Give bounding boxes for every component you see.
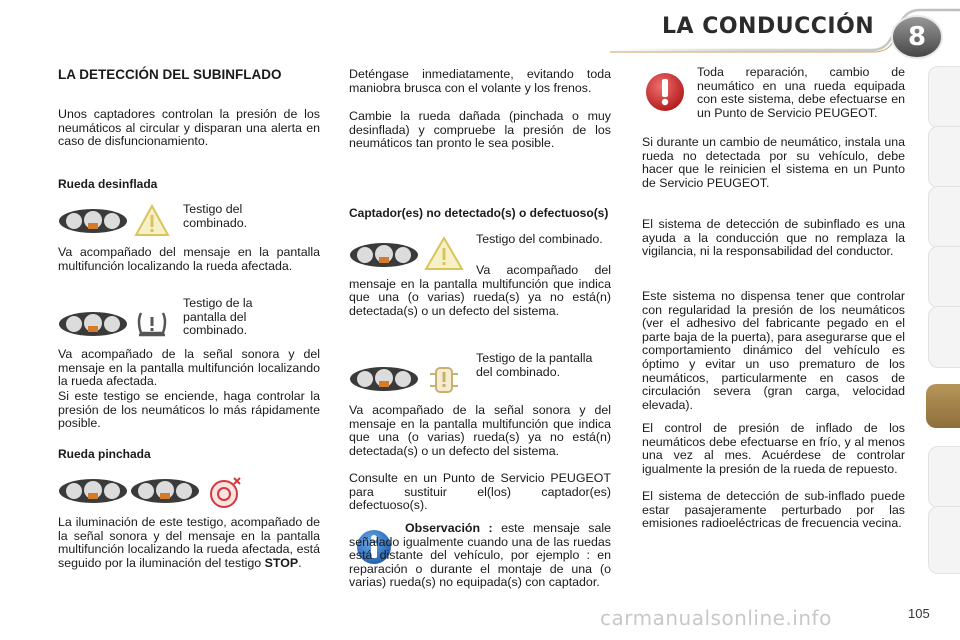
col3-text-2: El sistema de detección de subinflado es una ayuda a la conducción que no remplaza la vigilancia, ni la responsabilidad del conductor. — [642, 217, 905, 259]
sensor-indicator-label-2: Testigo de la pantalla del combinado. — [476, 351, 593, 379]
chapter-tab[interactable] — [928, 446, 960, 508]
flat-tire-title: Rueda desinflada — [58, 177, 158, 191]
col2-text-1: Deténgase inmediatamente, evitando toda maniobra brusca con el volante y los frenos. — [349, 67, 611, 95]
flat-text-3: Si este testigo se enciende, haga controlar la presión de los neumáticos lo más rápidamente posible. — [58, 389, 320, 431]
chapter-tabs — [928, 66, 960, 576]
instrument-cluster-icon — [58, 208, 128, 234]
col2-text-2: Cambie la rueda dañada (pinchada o muy desinflada) y compruebe la presión de los neumáticos tan pronto le sea posible. — [349, 109, 611, 151]
flat-text-1: Va acompañado del mensaje en la pantalla multifunción localizando la rueda afectada. — [58, 245, 320, 273]
sensor-text-2: Va acompañado de la señal sonora y del mensaje en la pantalla multifunción que indica que una (o varias) rueda(s) ya no está(n) detectada(s) o un defecto del sistema. — [349, 403, 611, 458]
column-1 — [58, 68, 320, 82]
instrument-cluster-icon — [349, 366, 419, 392]
sensor-fault-icon — [424, 360, 464, 400]
col3-text-3: Este sistema no dispensa tener que controlar con regularidad la presión de los neumáticos (ver el adhesivo del fabricante pegado en el parte baja de la puerta), para asegurarse que el comportamiento dinámico del vehículo es óptimo y evitar un uso prematuro de los neumáticos, particularmente en casos de circulación severa (gran carga, velocidad elevada). — [642, 289, 905, 412]
repair-warning-text: Toda reparación, cambio de neumático en una rueda equipada con este sistema, debe efectuarse en un Punto de Servicio PEUGEOT. — [697, 65, 905, 120]
sensor-text-1 — [349, 264, 611, 318]
chapter-tab[interactable] — [928, 126, 960, 188]
chapter-tab[interactable] — [928, 246, 960, 308]
punctured-text-body: La iluminación de este testigo, acompañado de la señal sonora y del mensaje en la pantalla multifunción localizando la rueda afectada, está seguido por la iluminación del testigo — [58, 515, 320, 570]
instrument-cluster-icon — [130, 478, 200, 504]
sensor-text-3: Consulte en un Punto de Servicio PEUGEOT para sustituir el(los) captador(es) defectuoso(s). — [349, 471, 611, 513]
note-body: este mensaje sale señalado igualmente cuando una de las ruedas está distante del vehículo, por ejemplo : en reparación o durante el montaje de una (o varias) rueda(s) no equipada(s) con captador. — [349, 521, 611, 590]
flat-indicator-label-1: Testigo del combinado. — [183, 202, 248, 230]
intro-text: Unos captadores controlan la presión de los neumáticos al circular y disparan una alerta en caso de disfuncionamiento. — [58, 107, 320, 149]
tire-pressure-icon — [134, 307, 170, 341]
column-2 — [349, 68, 611, 95]
flat-text-2: Va acompañado de la señal sonora y del mensaje en la pantalla multifunción localizando la rueda afectada. — [58, 347, 320, 389]
warning-triangle-icon — [134, 204, 170, 238]
stop-keyword: STOP — [264, 555, 299, 570]
note-label: Observación : — [405, 521, 493, 535]
punctured-text-end: . — [298, 555, 302, 570]
section-title: LA DETECCIÓN DEL SUBINFLADO — [58, 67, 282, 82]
column-3 — [697, 66, 905, 120]
page-number: 105 — [908, 606, 930, 621]
sensor-title: Captador(es) no detectado(s) o defectuoso(s) — [349, 206, 609, 220]
stop-warning-icon — [206, 474, 244, 510]
watermark: carmanualsonline.info — [600, 606, 832, 630]
col3-text-5: El sistema de detección de sub-inflado puede estar pasajeramente perturbado por las emisiones radioeléctricas de frecuencia vecina. — [642, 489, 905, 531]
chapter-tab[interactable] — [928, 306, 960, 368]
chapter-number: 8 — [907, 22, 927, 52]
instrument-cluster-icon — [58, 311, 128, 337]
punctured-text — [58, 516, 320, 570]
chapter-tab[interactable] — [928, 506, 960, 574]
chapter-title: LA CONDUCCIÓN — [662, 14, 875, 39]
chapter-tab[interactable] — [928, 186, 960, 248]
punctured-tire-title: Rueda pinchada — [58, 447, 151, 461]
flat-indicator-label-2: Testigo de la pantalla del combinado. — [183, 296, 253, 338]
col3-text-1: Si durante un cambio de neumático, instala una rueda no detectada por su vehículo, debe hacer que le reinicien el sistema en un Punto de Servicio PEUGEOT. — [642, 135, 905, 190]
sensor-text-1-body: Va acompañado del mensaje en la pantalla multifunción que indica que una (o varias) rueda(s) ya no está(n) detectada(s) o un defecto del sistema. — [349, 263, 611, 318]
chapter-tab[interactable] — [928, 66, 960, 128]
alert-icon — [643, 70, 687, 114]
note-text — [349, 522, 611, 590]
col3-text-4: El control de presión de inflado de los neumáticos debe efectuarse en frío, y al menos una vez al mes. Acuérdese de controlar igualmente la presión de la rueda de repuesto. — [642, 421, 905, 476]
instrument-cluster-icon — [58, 478, 128, 504]
chapter-tab-active[interactable] — [926, 384, 960, 428]
sensor-indicator-label-1: Testigo del combinado. — [476, 232, 603, 246]
